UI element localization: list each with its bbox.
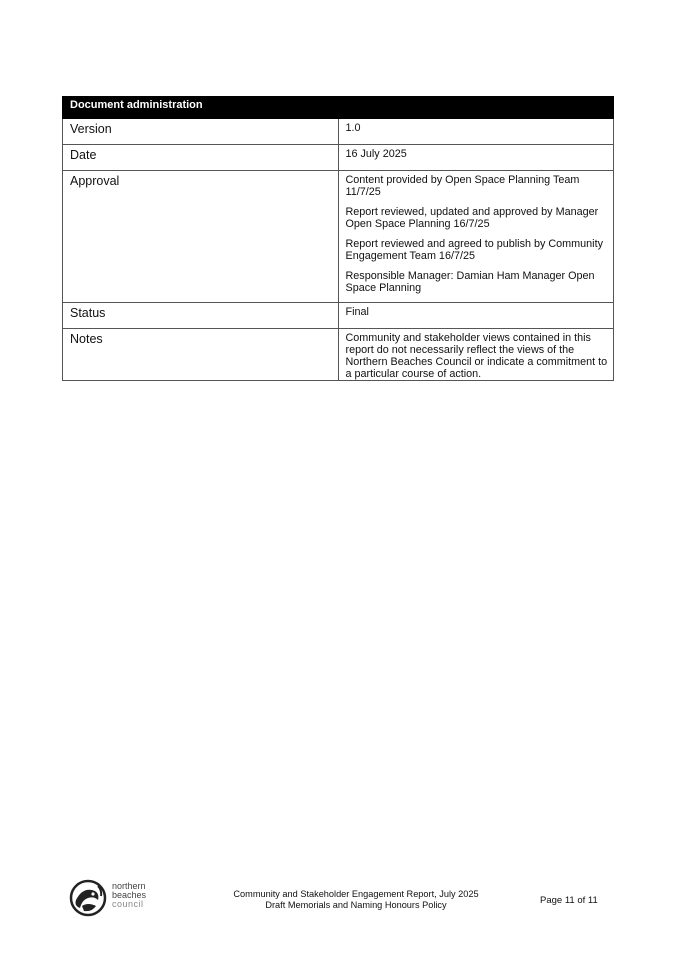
table-row-status <box>63 303 614 329</box>
date-value: 16 July 2025 <box>338 145 614 171</box>
approval-label: Approval <box>63 171 339 303</box>
date-label: Date <box>63 145 339 171</box>
approval-line: Report reviewed, updated and approved by Manager Open Space Planning 16/7/25 <box>345 206 599 230</box>
table-row-approval <box>63 171 614 303</box>
approval-line: Content provided by Open Space Planning Team 11/7/25 <box>345 174 580 198</box>
notes-label: Notes <box>63 329 339 381</box>
table-header-row <box>63 97 614 119</box>
logo-line-beaches: beaches <box>112 890 147 900</box>
document-administration-table <box>62 96 614 381</box>
approval-value <box>338 171 614 303</box>
logo-text <box>112 882 146 909</box>
table-row-date <box>63 145 614 171</box>
table-row-version <box>63 119 614 145</box>
footer-line-1: Community and Stakeholder Engagement Report, July 2025 <box>233 889 479 899</box>
council-logo-icon <box>68 878 108 918</box>
logo-line-council: council <box>112 899 144 909</box>
page-number: Page 11 of 11 <box>540 895 598 906</box>
approval-line: Report reviewed and agreed to publish by Community Engagement Team 16/7/25 <box>345 238 603 262</box>
footer-line-2: Draft Memorials and Naming Honours Policy <box>265 900 447 910</box>
table-row-notes <box>63 329 614 381</box>
notes-text: Community and stakeholder views contained in this report do not necessarily reflect the views of the Northern Beaches Council or indicate a commitment to a particular course of action. <box>345 332 608 380</box>
approval-line: Responsible Manager: Damian Ham Manager Open Space Planning <box>345 270 595 294</box>
table-header: Document administration <box>63 97 614 119</box>
status-label: Status <box>63 303 339 329</box>
version-label: Version <box>63 119 339 145</box>
council-logo <box>68 878 158 918</box>
version-value: 1.0 <box>338 119 614 145</box>
logo-line-northern: northern <box>112 881 146 891</box>
status-value: Final <box>338 303 614 329</box>
notes-value <box>338 329 614 381</box>
footer-report-title <box>200 889 512 911</box>
